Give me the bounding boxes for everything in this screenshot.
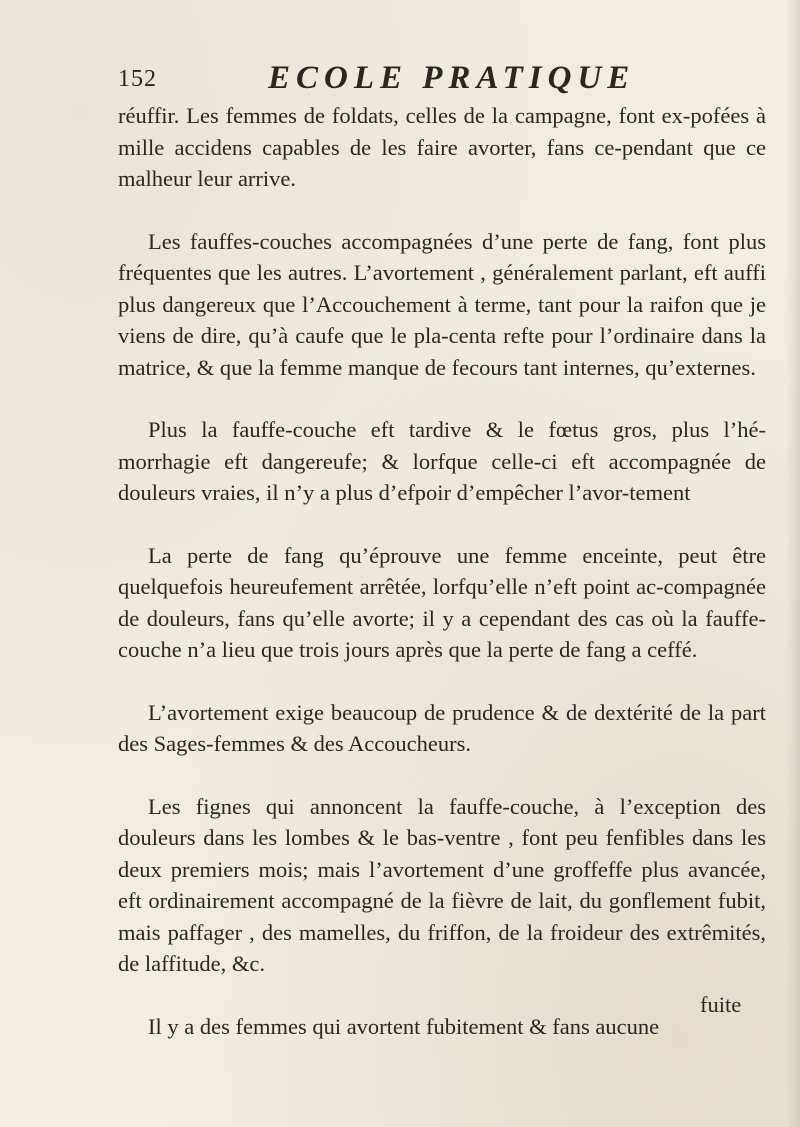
paragraph-2: Les fauffes-couches accompagnées d’une perte de fang, font plus fréquentes que les autres. L’avortement , généralement parlant, eft auffi plus dangereux que l’Accouchement à terme, tant pour la raifon que je viens de dire, qu’à caufe que le pla-centa refte pour l’ordinaire dans la matrice, & que la femme manque de fecours tant internes, qu’externes. [118,228,766,380]
paragraph-7: Il y a des femmes qui avortent fubitement & fans aucune [148,1013,660,1039]
paragraph-4: La perte de fang qu’éprouve une femme enceinte, peut être quelquefois heureufement arrêtée, lorfqu’elle n’eft point ac-compagnée de douleurs, fans qu’elle avorte; il y a cependant des cas où la fauffe-couche n’a lieu que trois jours après que la perte de fang a ceffé. [118,542,766,662]
paragraph-3: Plus la fauffe-couche eft tardive & le fœtus gros, plus l’hé-morrhagie eft dangereufe; & lorfque celle-ci eft accompagnée de douleurs vraies, il n’y a plus d’efpoir d’empêcher l’avor-tement [118,417,766,505]
paragraph-1: réuffir. Les femmes de foldats, celles de la campagne, font ex-pofées à mille accidens capables de les faire avorter, fans ce-pendant que ce malheur leur arrive. [118,103,766,191]
paragraph-6: Les fignes qui annoncent la fauffe-couche, à l’exception des douleurs dans les lombes & le bas-ventre , font peu fenfibles dans les deux premiers mois; mais l’avortement d’une groffeffe plus avancée, eft ordinairement accompagné de la fièvre de lait, du gonflement fubit, mais paffager , des mamelles, du friffon, de la froideur des extrêmités, de laffitude, &c. [118,793,766,976]
paragraph-5: L’avortement exige beaucoup de prudence & de dextérité de la part des Sages-femmes & des Accoucheurs. [118,699,766,756]
page-number: 152 [118,66,157,92]
page-edge-shadow [786,0,800,1127]
catchword: fuite [700,992,742,1017]
running-title: ECOLE PRATIQUE [268,60,636,96]
body-text [118,100,766,1042]
